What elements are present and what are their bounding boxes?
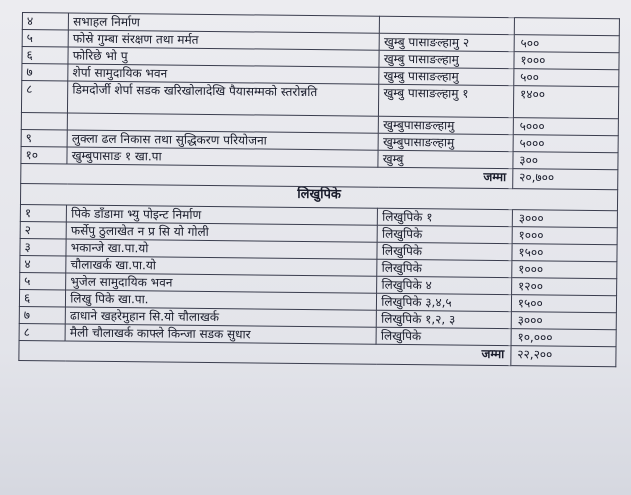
row-location: लिखुपिके bbox=[377, 225, 512, 243]
row-serial: ४ bbox=[20, 255, 66, 272]
row-location: लिखुपिके bbox=[377, 259, 512, 277]
row-project-name: सभाहल निर्माण bbox=[69, 13, 380, 33]
row-location: लिखुपिके bbox=[377, 242, 512, 260]
row-project-name: फर्सेपु ठुलाखेत न प्र सि यो गोली bbox=[66, 222, 377, 242]
row-project-name: ढाधाने खहरेमुहान सि.यो चौलाखर्क bbox=[65, 307, 376, 327]
row-amount: १४०० bbox=[513, 86, 618, 119]
row-location: खुम्बुपासाङल्हामु bbox=[379, 116, 514, 134]
row-serial: ५ bbox=[20, 272, 66, 289]
row-amount: ३००० bbox=[512, 210, 617, 228]
total-amount: २२,२०० bbox=[511, 346, 616, 367]
row-amount: ३००० bbox=[511, 312, 616, 330]
row-amount: १२०० bbox=[511, 278, 616, 296]
row-location: लिखुपिके १ bbox=[378, 208, 513, 226]
row-project-name: भुजेल सामुदायिक भवन bbox=[66, 273, 377, 293]
row-amount: ५०० bbox=[514, 69, 619, 87]
row-amount: ५००० bbox=[513, 135, 618, 153]
row-project-name: फोरिछे भो पु bbox=[68, 47, 379, 67]
row-amount bbox=[514, 18, 619, 36]
row-project-name: चौलाखर्क खा.पा.यो bbox=[66, 256, 377, 276]
row-location: खुम्बु पासाङल्हामु bbox=[379, 67, 514, 85]
row-location bbox=[380, 16, 515, 34]
row-location: खुम्बु पासाङल्हामु १ bbox=[379, 84, 514, 117]
row-serial: २ bbox=[20, 221, 66, 238]
budget-table-sheet bbox=[18, 12, 622, 367]
row-serial: ७ bbox=[19, 306, 65, 323]
row-serial: ५ bbox=[22, 30, 68, 47]
row-project-name: लिखु पिके खा.पा. bbox=[66, 290, 377, 310]
row-project-name: पिके डाँडामा भ्यु पोइन्ट निर्माण bbox=[67, 205, 378, 225]
row-serial: ८ bbox=[19, 323, 65, 340]
row-location: लिखुपिके ४ bbox=[377, 276, 512, 294]
row-location: खुम्बु पासाङल्हामु bbox=[379, 50, 514, 68]
row-project-name: शेर्पा सामुदायिक भवन bbox=[68, 64, 379, 84]
budget-table bbox=[18, 12, 620, 367]
row-project-name: फोस्रे गुम्बा संरक्षण तथा मर्मत bbox=[68, 30, 379, 50]
row-amount: ३०० bbox=[513, 152, 618, 170]
row-amount: ५००० bbox=[513, 118, 618, 136]
row-serial: १० bbox=[21, 146, 67, 163]
row-amount: १००० bbox=[514, 52, 619, 70]
section-one-body bbox=[21, 13, 620, 170]
row-project-name: लुक्ला ढल निकास तथा सुद्धिकरण परियोजना bbox=[67, 130, 378, 150]
row-location: खुम्बु पासाङल्हामु २ bbox=[379, 33, 514, 51]
row-serial: ९ bbox=[21, 129, 67, 146]
row-amount: १५०० bbox=[512, 244, 617, 262]
row-serial bbox=[21, 112, 67, 129]
row-location: खुम्बु bbox=[378, 150, 513, 168]
section-title: लिखुपिके bbox=[20, 183, 617, 210]
row-amount: ५०० bbox=[514, 35, 619, 53]
row-location: खुम्बुपासाङल्हामु bbox=[378, 133, 513, 151]
row-project-name: मैली चौलाखर्क काफ्ले किन्जा सडक सुधार bbox=[65, 324, 376, 344]
row-serial: ४ bbox=[22, 13, 68, 30]
row-location: लिखुपिके १,२, ३ bbox=[377, 310, 512, 328]
row-project-name: डिमदोर्जी शेर्पा सडक खरिखोलादेखि पैयासम्मको स्तरोन्नति bbox=[68, 81, 379, 116]
row-serial: ३ bbox=[20, 238, 66, 255]
row-location: लिखुपिके ३,४,५ bbox=[377, 293, 512, 311]
row-serial: ७ bbox=[22, 64, 68, 81]
row-amount: १५०० bbox=[511, 295, 616, 313]
section-two-body bbox=[19, 204, 617, 346]
row-amount: १०,००० bbox=[511, 329, 616, 347]
row-project-name: खुम्बुपासाङ १ खा.पा bbox=[67, 147, 378, 167]
row-amount: १००० bbox=[512, 261, 617, 279]
row-serial: १ bbox=[20, 204, 66, 221]
row-project-name: भकान्जे खा.पा.यो bbox=[66, 239, 377, 259]
total-amount: २०,७०० bbox=[513, 169, 618, 190]
row-serial: ६ bbox=[19, 289, 65, 306]
total-label: जम्मा bbox=[19, 340, 511, 365]
row-amount: १००० bbox=[512, 227, 617, 245]
row-serial: ६ bbox=[22, 47, 68, 64]
row-location: लिखुपिके bbox=[376, 327, 511, 345]
total-label: जम्मा bbox=[21, 163, 513, 188]
row-serial: ८ bbox=[21, 81, 68, 113]
